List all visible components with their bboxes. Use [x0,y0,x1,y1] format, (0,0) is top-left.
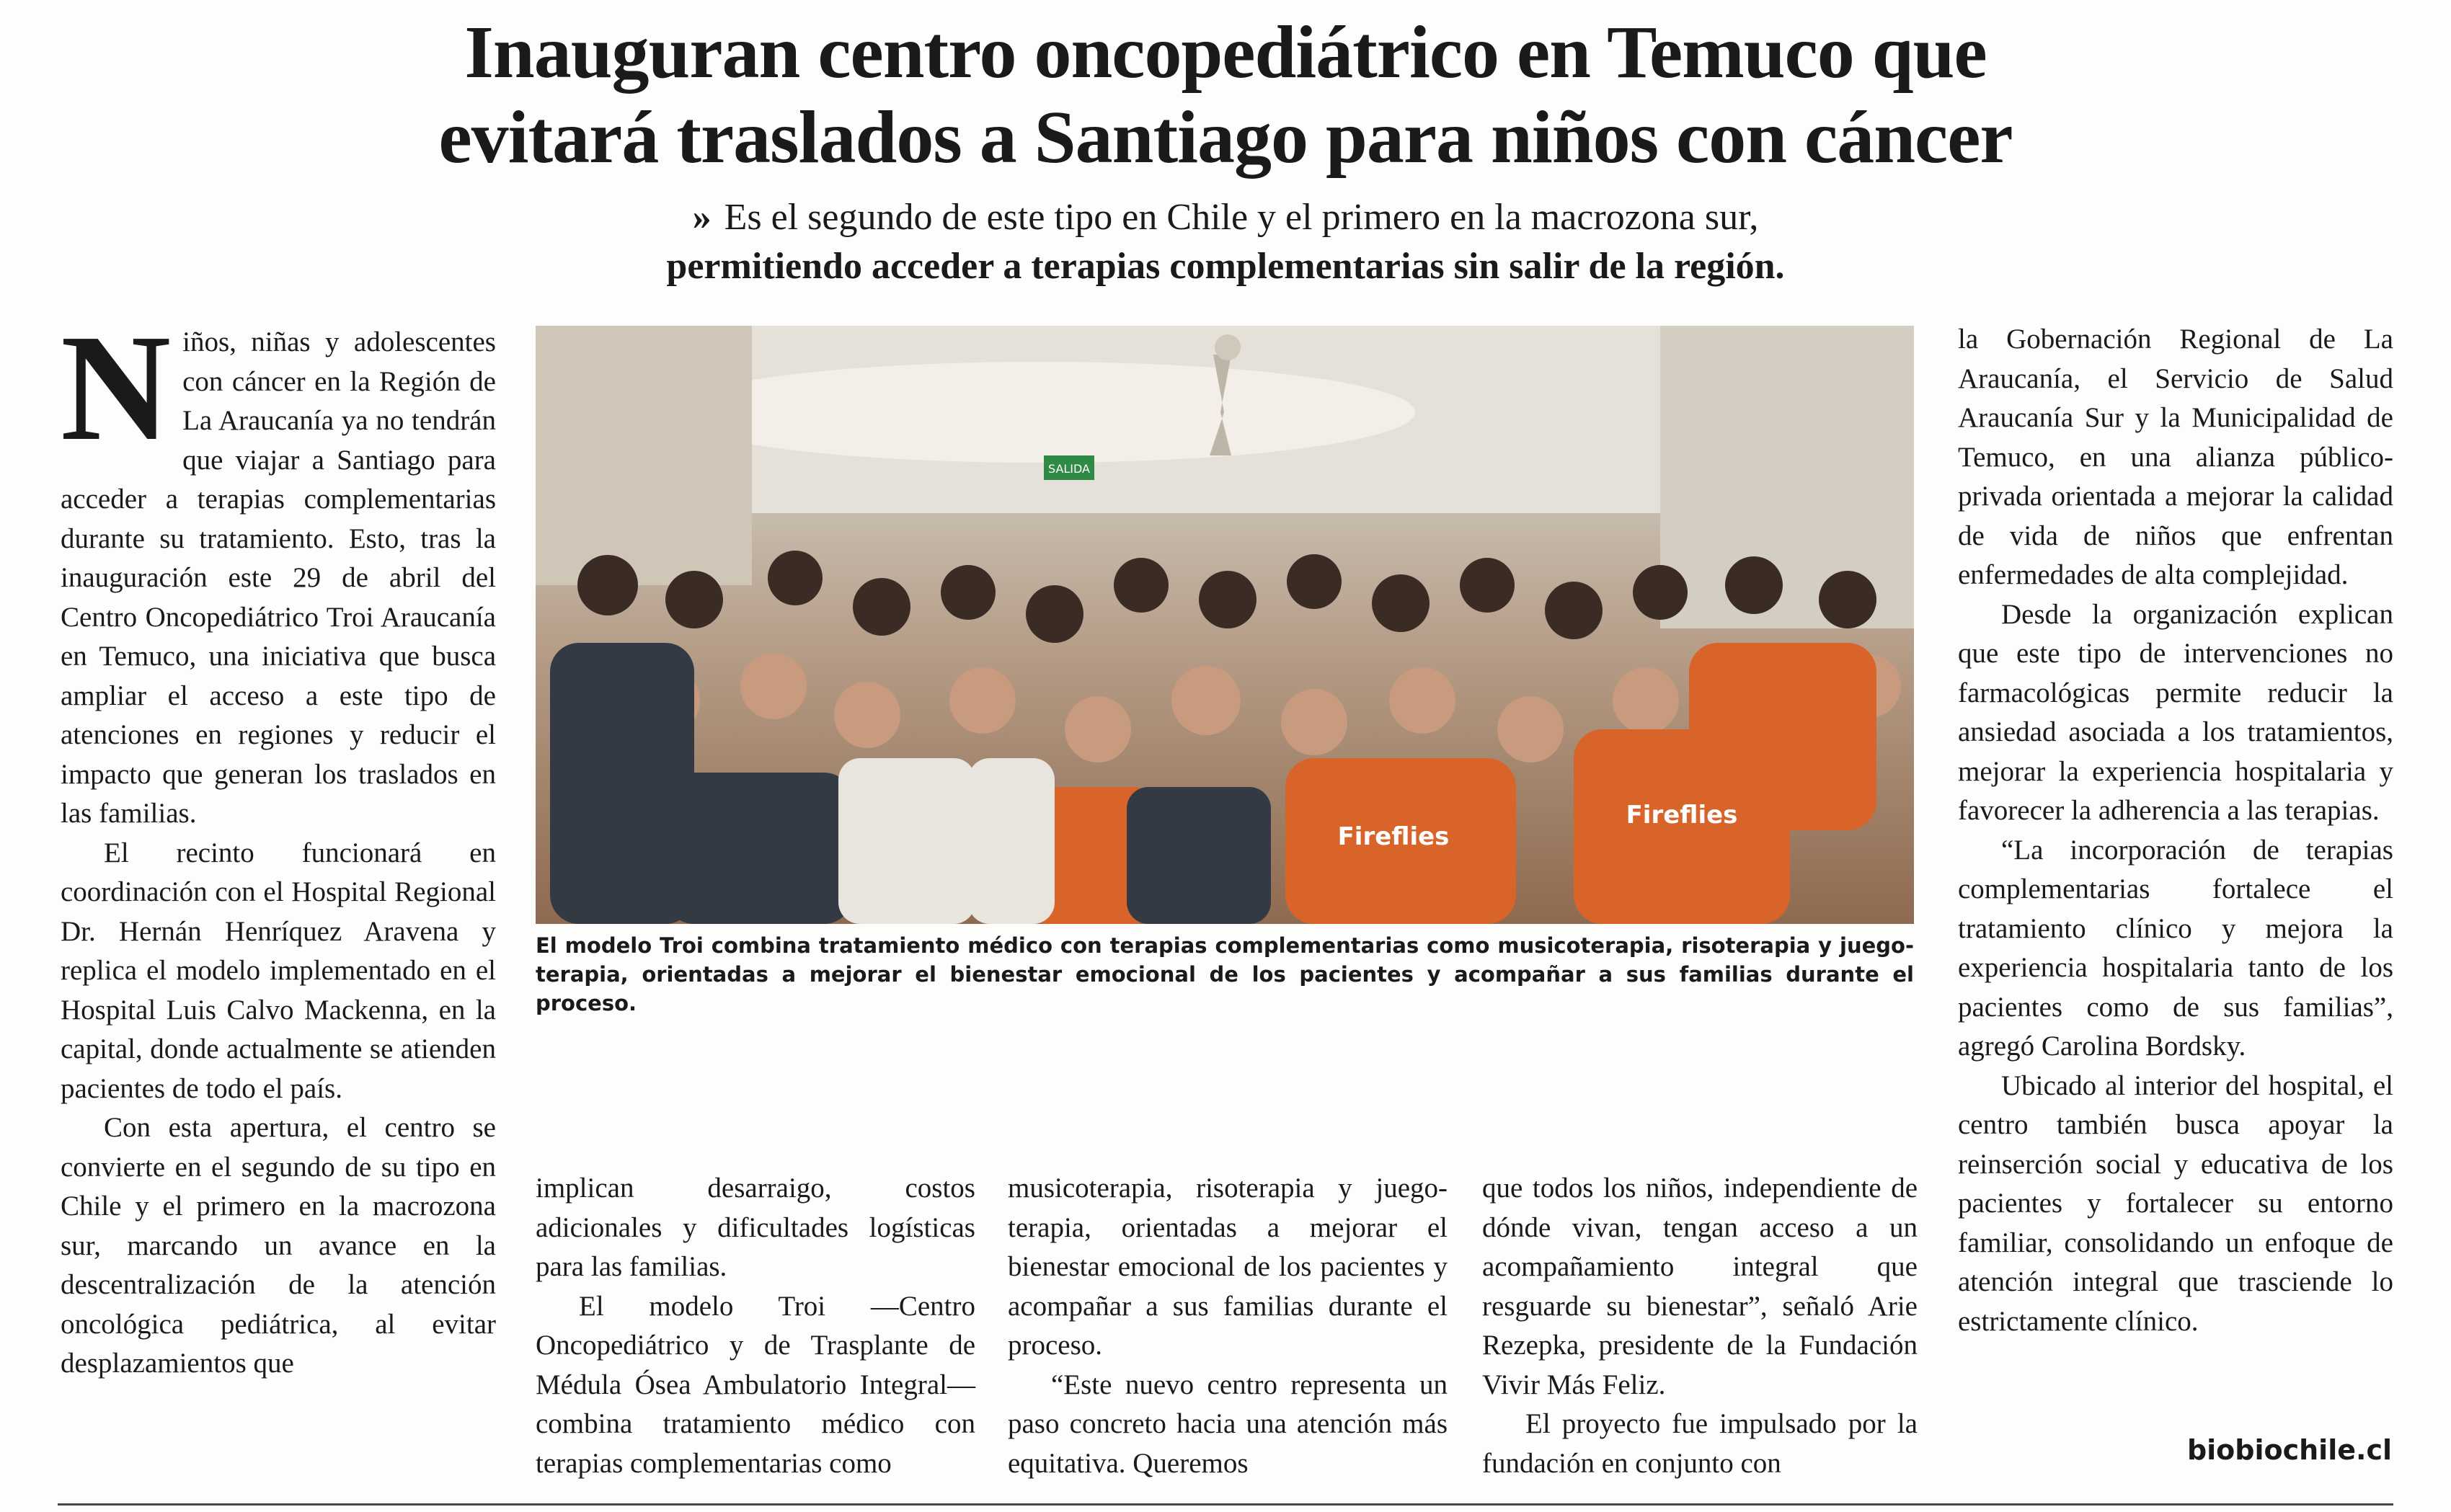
paragraph: Con esta apertura, el centro se convierte en el segundo de su tipo en Chile y el primero en la macrozona sur, marcando un avance en la descentralización de la atención oncológica pediátrica, al evitar desplazamientos que [61,1112,496,1379]
source-credit: biobiochile.cl [2186,1434,2392,1466]
deck-arrow-icon: » [692,197,712,238]
paragraph: El recinto funcionará en coordinación con el Hospital Regional Dr. Hernán Henríquez Aravena y replica el modelo implementado en el Hospital Luis Calvo Mackenna, en la capital, donde actualmente se atienden pacientes de todo el país. [61,837,496,1104]
group-photo-illustration [536,326,1914,924]
headline-line-2: evitará traslados a Santiago para niños con cáncer [438,96,2013,179]
paragraph: Ubicado al interior del hospital, el centro también busca apoyar la reinserción social y educativa de los pacientes y fortalecer su entorno familiar, consolidando un enfoque de atención integral que trasciende lo estrictamente clínico. [1958,1069,2393,1337]
shirt-logo-text: Fireflies [1337,822,1450,851]
deck-subheadline [505,193,1946,291]
photo-caption: El modelo Troi combina tratamiento médico con terapias complementarias como musicoterapia, risoterapia y juego-terapia, orientadas a mejorar el bienestar emocional de los pacientes y acompañar a sus familias durante el proceso. [536,933,1914,1015]
paragraph: El proyecto fue impulsado por la fundación en conjunto con [1482,1408,1918,1479]
paragraph: que todos los niños, independiente de dónde vivan, tengan acceso a un acompañamiento integral que resguarde su bienestar”, señaló Arie Rezepka, presidente de la Fundación Vivir Más Feliz. [1482,1173,1918,1400]
paragraph: El modelo Troi —Centro Oncopediátrico y de Trasplante de Médula Ósea Ambulatorio Integral— combina tratamiento médico con terapias complementarias como [536,1290,975,1479]
paragraph: implican desarraigo, costos adicionales y dificultades logísticas para las familias. [536,1173,975,1282]
article-column-1 [61,303,496,1384]
exit-sign-text: SALIDA [1047,462,1091,476]
shirt-logo-text: Fireflies [1626,801,1738,830]
paragraph: musicoterapia, risoterapia y juego-terapia, orientadas a mejorar el bienestar emocional de los pacientes y acompañar a sus familias durante el proceso. [1008,1173,1448,1361]
bottom-rule [58,1503,2393,1506]
deck-line-2: permitiendo acceder a terapias complementarias sin salir de la región. [666,246,1785,287]
article-column-2 [536,1169,975,1483]
paragraph: la Gobernación Regional de La Araucanía, el Servicio de Salud Araucanía Sur y la Municipalidad de Temuco, en una alianza público-privada orientada a mejorar la calidad de vida de niños que enfrentan enfermedades de alta complejidad. [1958,324,2393,590]
headline [187,10,2264,180]
deck-line-1 [505,193,1946,242]
paragraph: “Este nuevo centro representa un paso concreto hacia una atención más equitativa. Queremos [1008,1369,1448,1479]
headline-line-1: Inauguran centro oncopediátrico en Temuco que [464,11,1987,94]
article-column-4 [1482,1169,1918,1483]
deck-line-1-text: Es el segundo de este tipo en Chile y el primero en la macrozona sur, [724,197,1759,238]
paragraph: “La incorporación de terapias complementarias fortalece el tratamiento clínico y mejora la experiencia hospitalaria tanto de los pacientes como de sus familias”, agregó Carolina Bordsky. [1958,834,2393,1062]
article-column-5 [1958,320,2393,1341]
paragraph: Desde la organización explican que este tipo de intervenciones no farmacológicas permite reducir la ansiedad asociada a los tratamientos, mejorar la experiencia hospitalaria y favorecer la adherencia a las terapias. [1958,598,2393,826]
article-column-3 [1008,1169,1448,1483]
paragraph-text: iños, niñas y adolescentes con cáncer en la Región de La Araucanía ya no tendrán que viajar a Santiago para acceder a terapias complementarias durante su tratamiento. Esto, tras la inauguración este 29 de abril del Centro Oncopediátrico Troi Araucanía en Temuco, una iniciativa que busca ampliar el acceso a este tipo de atenciones en regiones y reducir el impacto que generan los traslados en las familias. [61,326,496,829]
drop-cap: N [61,303,172,472]
article-photo [536,326,1914,924]
paragraph [61,303,496,834]
